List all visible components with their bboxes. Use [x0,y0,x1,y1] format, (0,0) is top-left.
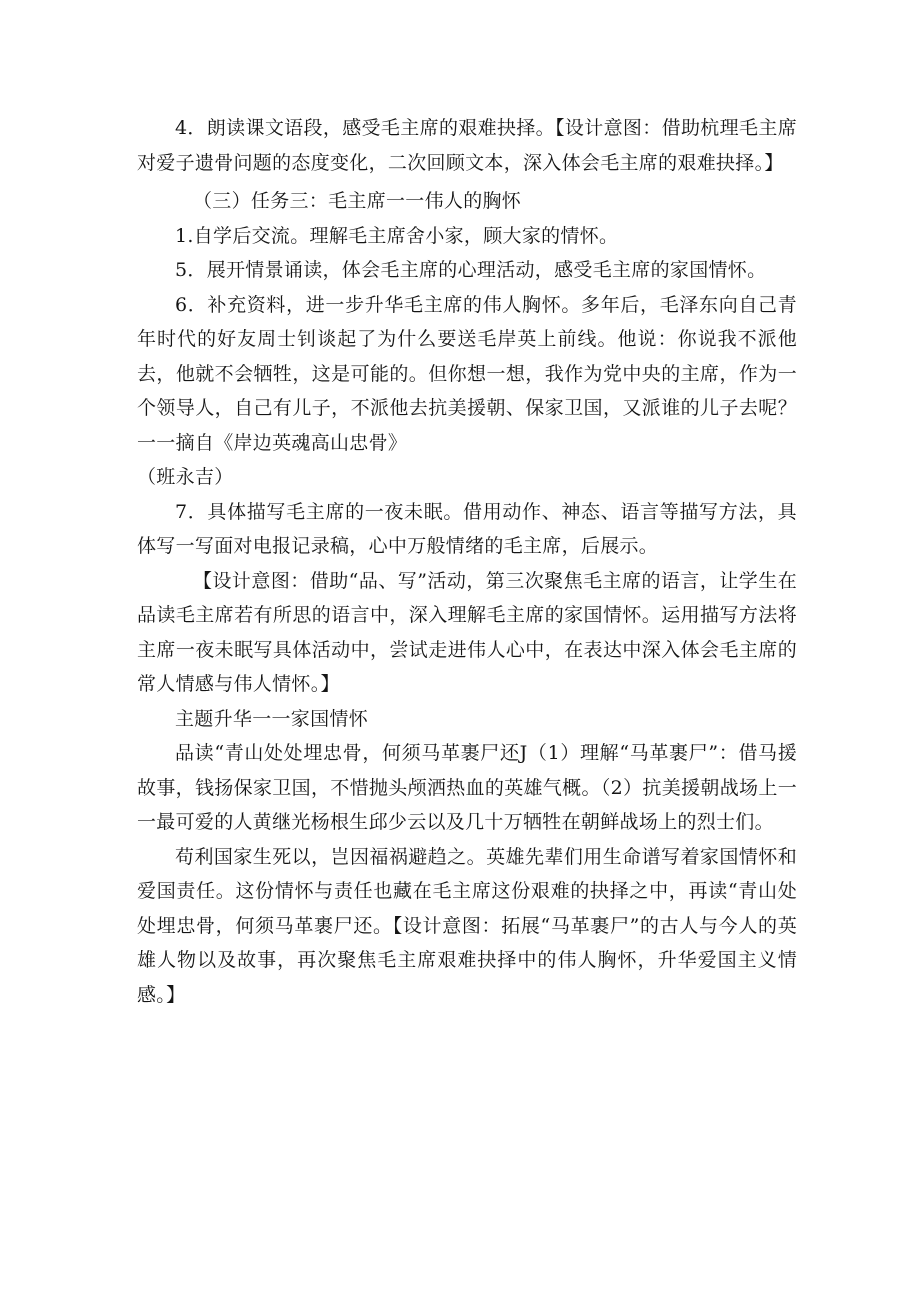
paragraph-poem-reading: 品读“青山处处埋忠骨，何须马革裹尸还J（1）理解“马革裹尸”：借马援故事，钱扬保家卫国，不惜抛头颅洒热血的英雄气概。（2）抗美援朝战场上一一最可爱的人黄继光杨根生邱少云以及几十万牺牲在朝鲜战场上的烈士们。 [137,742,797,833]
document-body [137,111,797,1012]
paragraph-item-4-reading: 4．朗读课文语段，感受毛主席的艰难抉择。【设计意图：借助杭理毛主席对爱子遗骨问题的态度变化，二次回顾文本，深入体会毛主席的艰难抉择。】 [137,117,797,174]
paragraph-closing-design-intent: 苟利国家生死以，岂因福祸避趋之。英雄先辈们用生命谱写着家国情怀和爱国责任。这份情怀与责任也藏在毛主席这份艰难的抉择之中，再读“青山处处埋忠骨，何须马革裹尸还。【设计意图：拓展“马革裹尸”的古人与今人的英雄人物以及故事，再次聚焦毛主席艰难抉择中的伟人胸怀，升华爱国主义情感。】 [137,845,797,1006]
paragraph-author-credit: （班永吉） [137,466,234,488]
paragraph-item-6-supplementary-material: 6．补充资料，进一步升华毛主席的伟人胸怀。多年后，毛泽东向自己青年时代的好友周士钊谈起了为什么要送毛岸英上前线。他说：你说我不派他去，他就不会牺牲，这是可能的。但你想一想，我作为党中央的主席，作为一个领导人，自己有儿子，不派他去抗美援朝、保家卫国，又派谁的儿子去呢？一一摘自《岸边英魂高山忠骨》 [137,293,797,454]
paragraph-design-intent: 【设计意图：借助“品、写”活动，第三次聚焦毛主席的语言，让学生在品读毛主席若有所思的语言中，深入理解毛主席的家国情怀。运用描写方法将主席一夜未眠写具体活动中，尝试走进伟人心中，在表达中深入体会毛主席的常人情感与伟人情怀。】 [137,569,797,695]
paragraph-item-1-self-study: 1.自学后交流。理解毛主席舍小家，顾大家的情怀。 [175,224,619,247]
paragraph-item-7-description: 7．具体描写毛主席的一夜未眠。借用动作、神态、语言等描写方法，具体写一写面对电报记录稿，心中万般情绪的毛主席，后展示。 [137,500,797,557]
section-heading-task-three: （三）任务三：毛主席一一伟人的胸怀 [193,190,522,212]
section-heading-theme-sublimation: 主题升华一一家国情怀 [175,707,369,730]
paragraph-item-5-scenario-reading: 5．展开情景诵读，体会毛主席的心理活动，感受毛主席的家国情怀。 [175,259,767,281]
